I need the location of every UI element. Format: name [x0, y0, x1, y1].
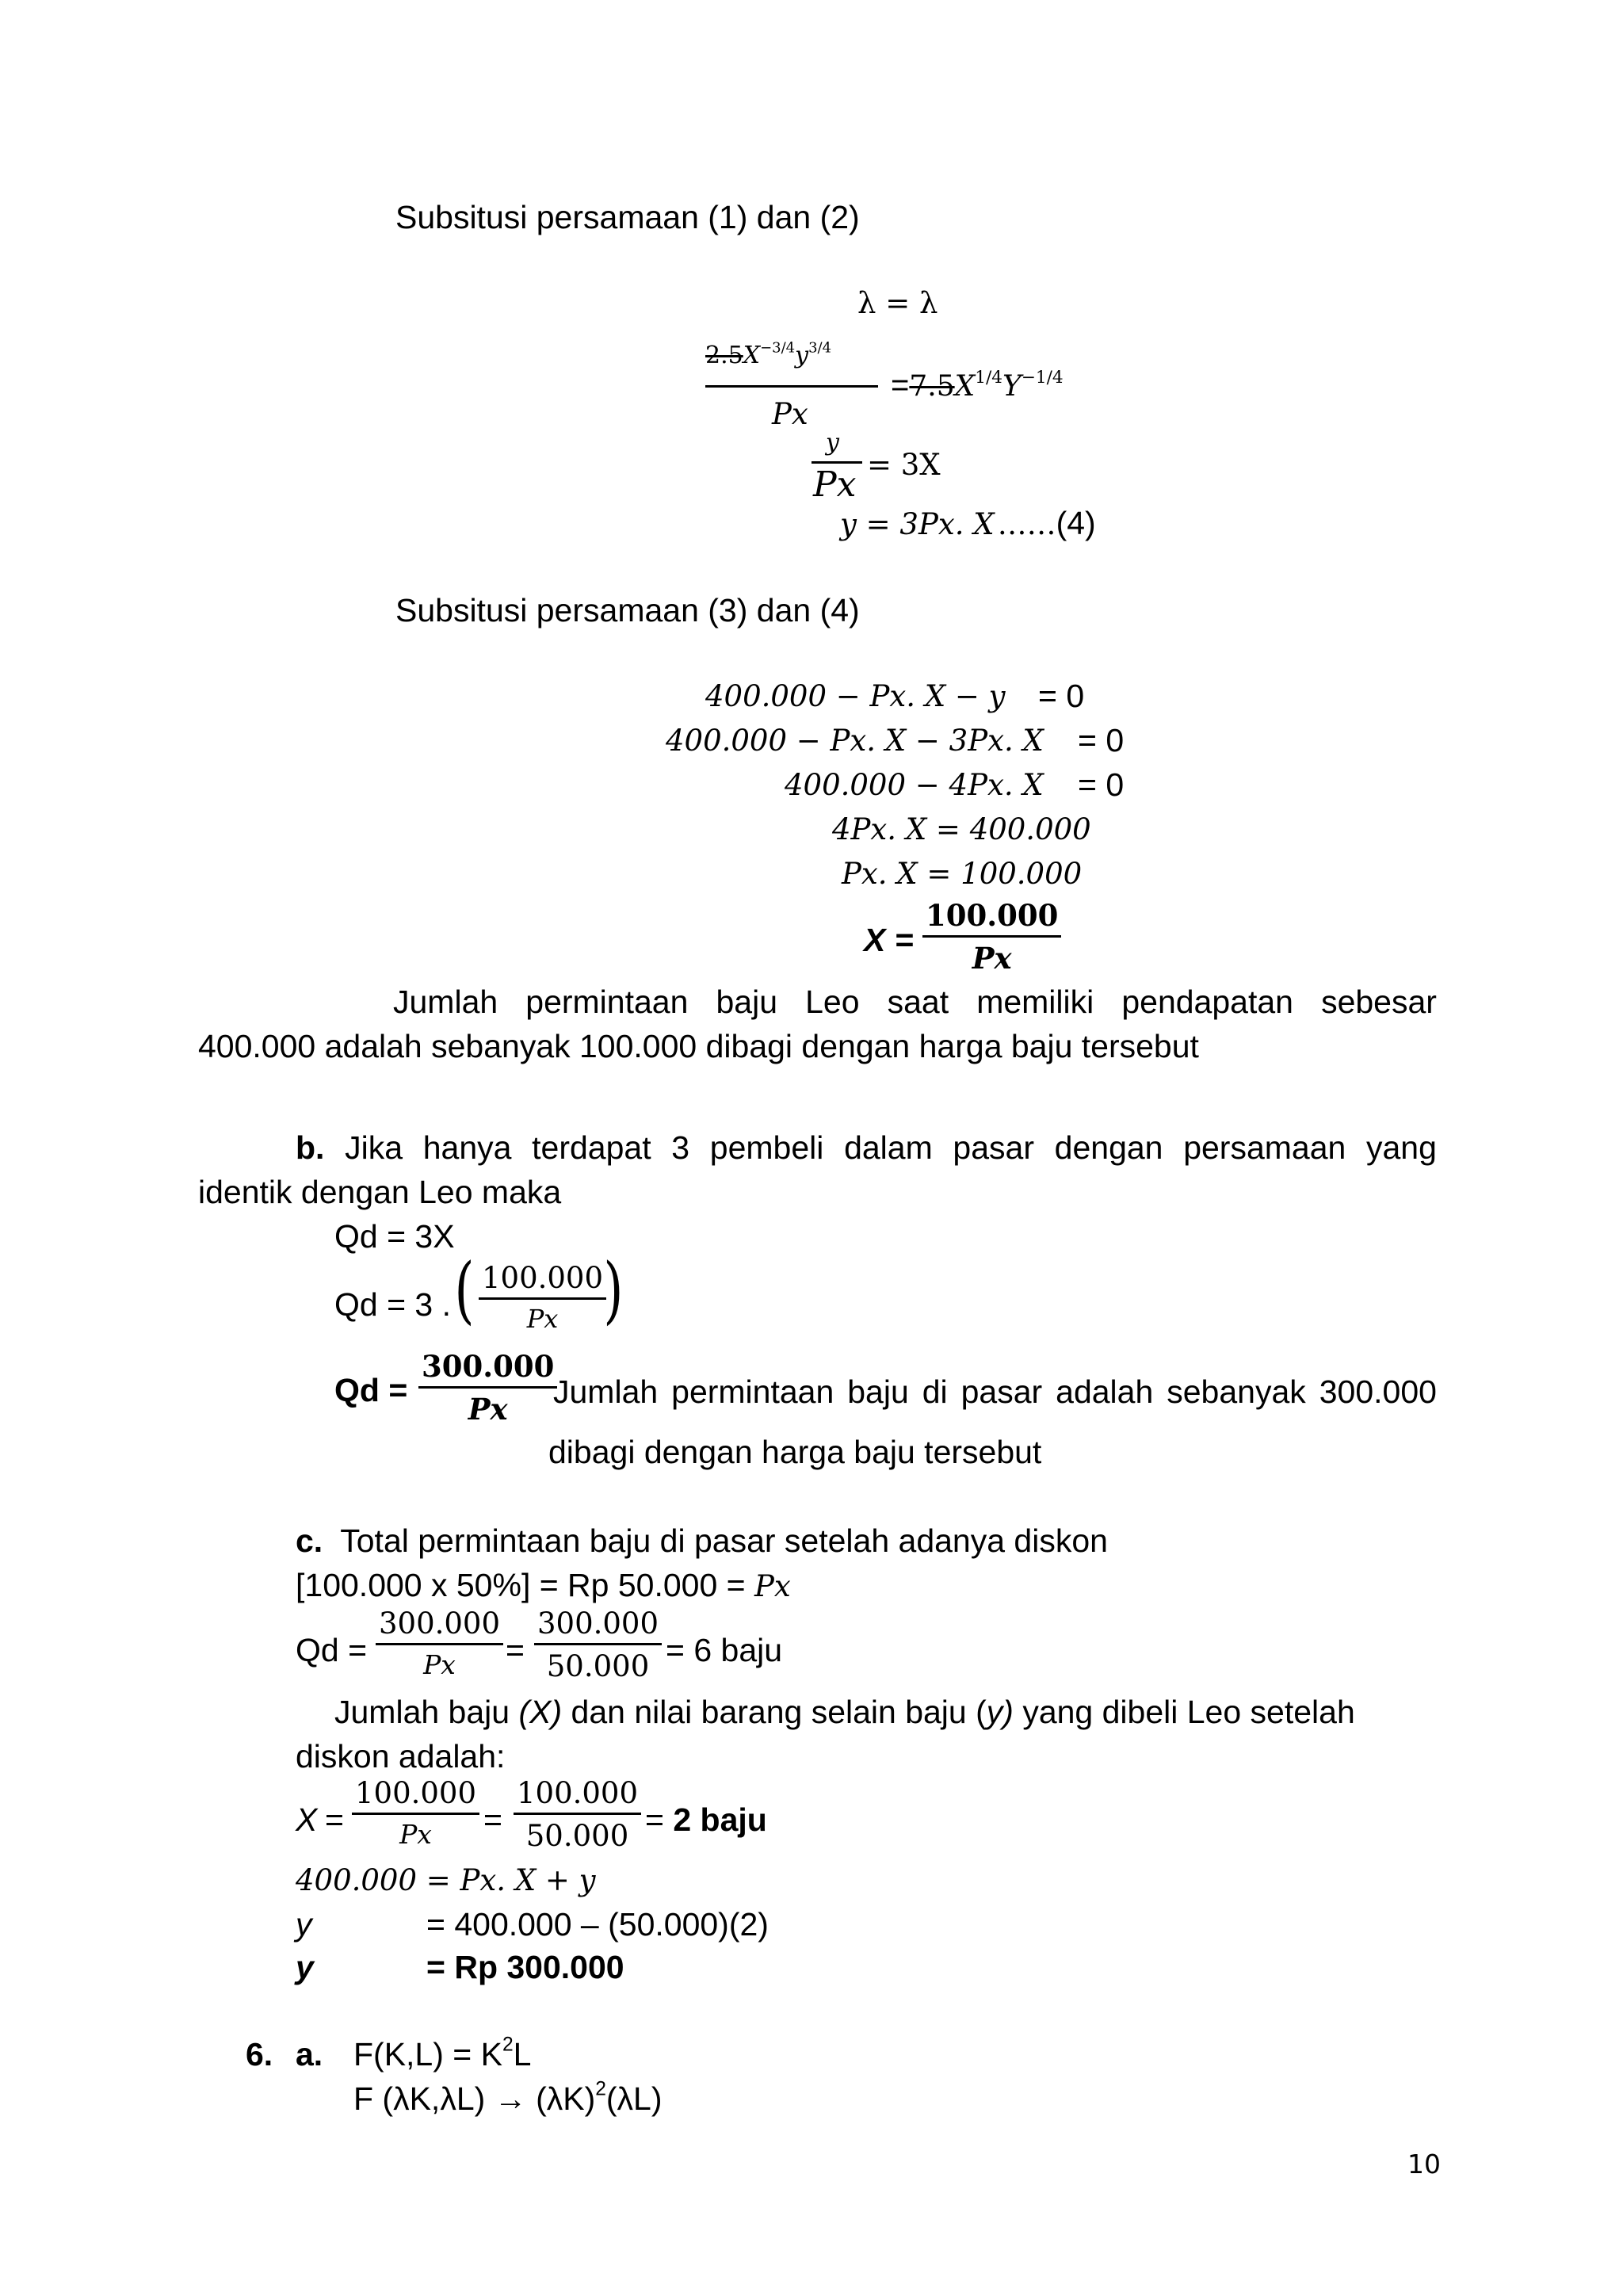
heading-substitution-3-4: Subsitusi persamaan (3) dan (4): [395, 592, 860, 628]
section-c-paragraph-line-2: diskon adalah:: [296, 1738, 506, 1775]
paragraph-x-variable: (X): [518, 1694, 563, 1730]
x-discount-fraction-2: [514, 1778, 641, 1851]
scaled-function-b: (λL): [605, 2080, 663, 2117]
lagrange-rhs-equals: =: [891, 368, 910, 403]
intro-word: pembeli: [709, 1129, 824, 1166]
heading-substitution-1-2: Subsitusi persamaan (1) dan (2): [395, 199, 860, 235]
x-discount-result-equals: =: [645, 1801, 664, 1838]
derivation-line-5: Px. X = 100.000: [842, 857, 1083, 891]
x-discount-fraction-2-numerator: 100.000: [517, 1776, 639, 1810]
qd-explanation-line-1: [553, 1373, 1437, 1410]
y-over-px-denominator: Px: [813, 464, 857, 505]
qd-explanation-word: di: [922, 1373, 948, 1410]
conclusion-word: permintaan: [525, 984, 689, 1020]
x-result-label: X =: [864, 922, 914, 958]
qd-equation-3-denominator: Px: [468, 1392, 508, 1427]
qd-discount-fraction-2-denominator: 50.000: [546, 1649, 650, 1683]
intro-word: yang: [1366, 1129, 1437, 1166]
lhs-y-exponent: 3/4: [808, 339, 832, 357]
conclusion-word: Leo: [805, 984, 860, 1020]
right-paren: ): [603, 1247, 624, 1332]
equation-4-label: (4): [1056, 505, 1096, 541]
qd-discount-fraction-2: [534, 1606, 662, 1683]
production-function-a: F(K,L) = K: [353, 2036, 502, 2073]
qd-explanation-word: 300.000: [1319, 1373, 1437, 1410]
paragraph-text-c: yang dibeli Leo setelah: [1013, 1694, 1355, 1730]
intro-word: hanya: [422, 1129, 512, 1166]
x-result-numerator: 100.000: [926, 898, 1059, 933]
derivation-line-4: 4Px. X = 400.000: [832, 812, 1091, 846]
conclusion-word: sebesar: [1321, 984, 1437, 1020]
qd-equation-3-numerator: 300.000: [422, 1349, 555, 1384]
lagrange-numerator: [705, 339, 832, 369]
x-discount-equals: =: [325, 1801, 344, 1838]
x-discount-fraction-1-numerator: 100.000: [355, 1776, 477, 1810]
paragraph-y-variable: y): [986, 1694, 1014, 1730]
qd-explanation-word: sebanyak: [1167, 1373, 1306, 1410]
intro-word: dalam: [844, 1129, 933, 1166]
section-b-intro-line-2: identik dengan Leo maka: [198, 1174, 562, 1210]
qd-discount-fraction-1-numerator: 300.000: [379, 1606, 501, 1641]
y-calc-label: y: [296, 1906, 312, 1943]
scaled-production-function: [353, 2078, 663, 2117]
qd-equation-3-label: Qd =: [334, 1372, 408, 1408]
derivation-line-1: 400.000 − Px. X − y: [705, 679, 1006, 713]
section-c-paragraph-line-1: [334, 1696, 1355, 1729]
scaled-function-exponent: 2: [595, 2078, 606, 2100]
qd-explanation-word: Jumlah: [553, 1373, 659, 1410]
intro-word: pasar: [953, 1129, 1034, 1166]
qd-equation-3-fraction: [418, 1349, 557, 1427]
conclusion-word: saat: [887, 984, 949, 1020]
conclusion-word: Jumlah: [393, 984, 498, 1020]
intro-word: 3: [671, 1129, 690, 1166]
lhs-x: X: [743, 342, 761, 369]
conclusion-word: memiliki: [976, 984, 1094, 1020]
y-over-px-numerator: y: [826, 429, 839, 457]
question-6-part-a: a.: [296, 2036, 323, 2073]
qd-equation-2-label: Qd = 3 .: [334, 1286, 452, 1323]
x-result-denominator: Px: [972, 941, 1012, 976]
rhs-y-exponent: −1/4: [1021, 367, 1064, 388]
lagrange-rhs: [891, 369, 1064, 401]
paragraph-text-b: dan nilai barang selain baju (: [562, 1694, 987, 1730]
conclusion-word: pendapatan: [1121, 984, 1293, 1020]
lagrange-fraction-bar: [705, 385, 878, 388]
scaled-function-a: F (λK,λL) → (λK): [353, 2080, 596, 2117]
lhs-y: y: [795, 342, 809, 369]
discount-line: [296, 1569, 791, 1602]
y-over-px-bar: [812, 461, 862, 464]
section-b-label: b.: [296, 1129, 325, 1166]
qd-explanation-word: permintaan: [671, 1373, 834, 1410]
intro-word: terdapat: [532, 1129, 651, 1166]
qd-equation-2-fraction: [479, 1261, 606, 1334]
qd-discount-fraction-1-denominator: Px: [423, 1649, 456, 1680]
y-over-px-rhs: = 3X: [867, 448, 941, 482]
paragraph-text-a: Jumlah baju: [334, 1694, 519, 1730]
lagrange-fraction: [704, 336, 886, 437]
y-result-value: = Rp 300.000: [426, 1949, 624, 1985]
x-discount-label: X: [296, 1801, 318, 1838]
rhs-x: X: [954, 370, 976, 403]
qd-explanation-word: adalah: [1056, 1373, 1154, 1410]
lhs-coefficient: 2.5: [705, 342, 743, 369]
x-discount-result: [645, 1801, 767, 1838]
derivation-line-3: 400.000 − 4Px. X: [785, 768, 1044, 802]
lhs-x-exponent: −3/4: [760, 339, 796, 357]
production-function: [353, 2034, 532, 2073]
x-discount-fraction-2-denominator: 50.000: [525, 1819, 629, 1853]
lambda-equation: λ = λ: [857, 286, 938, 320]
x-result-fraction: [922, 898, 1061, 976]
y-calc-expression: = 400.000 – (50.000)(2): [426, 1906, 769, 1943]
intro-word: Jika: [345, 1129, 403, 1166]
left-paren: (: [454, 1247, 475, 1332]
qd-equation-2-numerator: 100.000: [482, 1261, 604, 1295]
x-discount-equals-2: =: [483, 1801, 502, 1838]
x-discount-fraction-1-denominator: Px: [399, 1819, 432, 1850]
section-c-title-text: Total permintaan baju di pasar setelah adanya diskon: [340, 1522, 1108, 1559]
section-c-label: c.: [296, 1522, 323, 1559]
derivation-line-2: 400.000 − Px. X − 3Px. X: [666, 724, 1044, 758]
rhs-y: Y: [1002, 370, 1022, 403]
qd-discount-result: = 6 baju: [666, 1632, 783, 1668]
lagrange-denominator: Px: [772, 397, 808, 431]
production-function-b: L: [513, 2036, 532, 2073]
equation-4-dots: ……: [997, 507, 1056, 541]
x-discount-result-value: 2 baju: [673, 1801, 767, 1838]
qd-explanation-word: baju: [847, 1373, 909, 1410]
derivation-line-2-rhs: = 0: [1078, 722, 1125, 758]
question-6-number: 6.: [246, 2036, 273, 2073]
derivation-line-3-rhs: = 0: [1078, 766, 1125, 803]
intro-word: persamaan: [1183, 1129, 1346, 1166]
y-result-label: y: [296, 1949, 314, 1985]
conclusion-word: baju: [716, 984, 777, 1020]
conclusion-line-2: 400.000 adalah sebanyak 100.000 dibagi dengan harga baju tersebut: [198, 1028, 1199, 1064]
conclusion-line-1: [393, 986, 1437, 1018]
section-b-intro-line-1: [296, 1129, 1437, 1166]
page-number: 10: [1407, 2149, 1441, 2179]
qd-discount-equals: =: [506, 1632, 525, 1668]
rhs-x-exponent: 1/4: [975, 367, 1003, 388]
equation-4-lhs: y = 3Px. X: [840, 507, 995, 541]
derivation-line-1-rhs: = 0: [1038, 678, 1085, 714]
production-function-exponent: 2: [502, 2034, 514, 2056]
qd-discount-label: Qd =: [296, 1632, 368, 1668]
rhs-coefficient: 7.5: [909, 370, 955, 403]
qd-explanation-line-2: dibagi dengan harga baju tersebut: [548, 1434, 1042, 1470]
section-c-title: [296, 1522, 1108, 1559]
discount-text: [100.000 x 50%] = Rp 50.000 =: [296, 1567, 754, 1603]
qd-equation-2-denominator: Px: [526, 1304, 559, 1334]
qd-equation-1: Qd = 3X: [334, 1218, 455, 1255]
equation-4: [840, 507, 1096, 540]
qd-discount-fraction-1: [376, 1606, 503, 1680]
x-discount-fraction-1: [352, 1776, 479, 1850]
discount-variable: Px: [754, 1569, 791, 1603]
intro-word: dengan: [1054, 1129, 1163, 1166]
qd-discount-fraction-2-numerator: 300.000: [537, 1606, 659, 1641]
qd-explanation-word: pasar: [960, 1373, 1043, 1410]
budget-constraint: 400.000 = Px. X + y: [296, 1863, 596, 1897]
